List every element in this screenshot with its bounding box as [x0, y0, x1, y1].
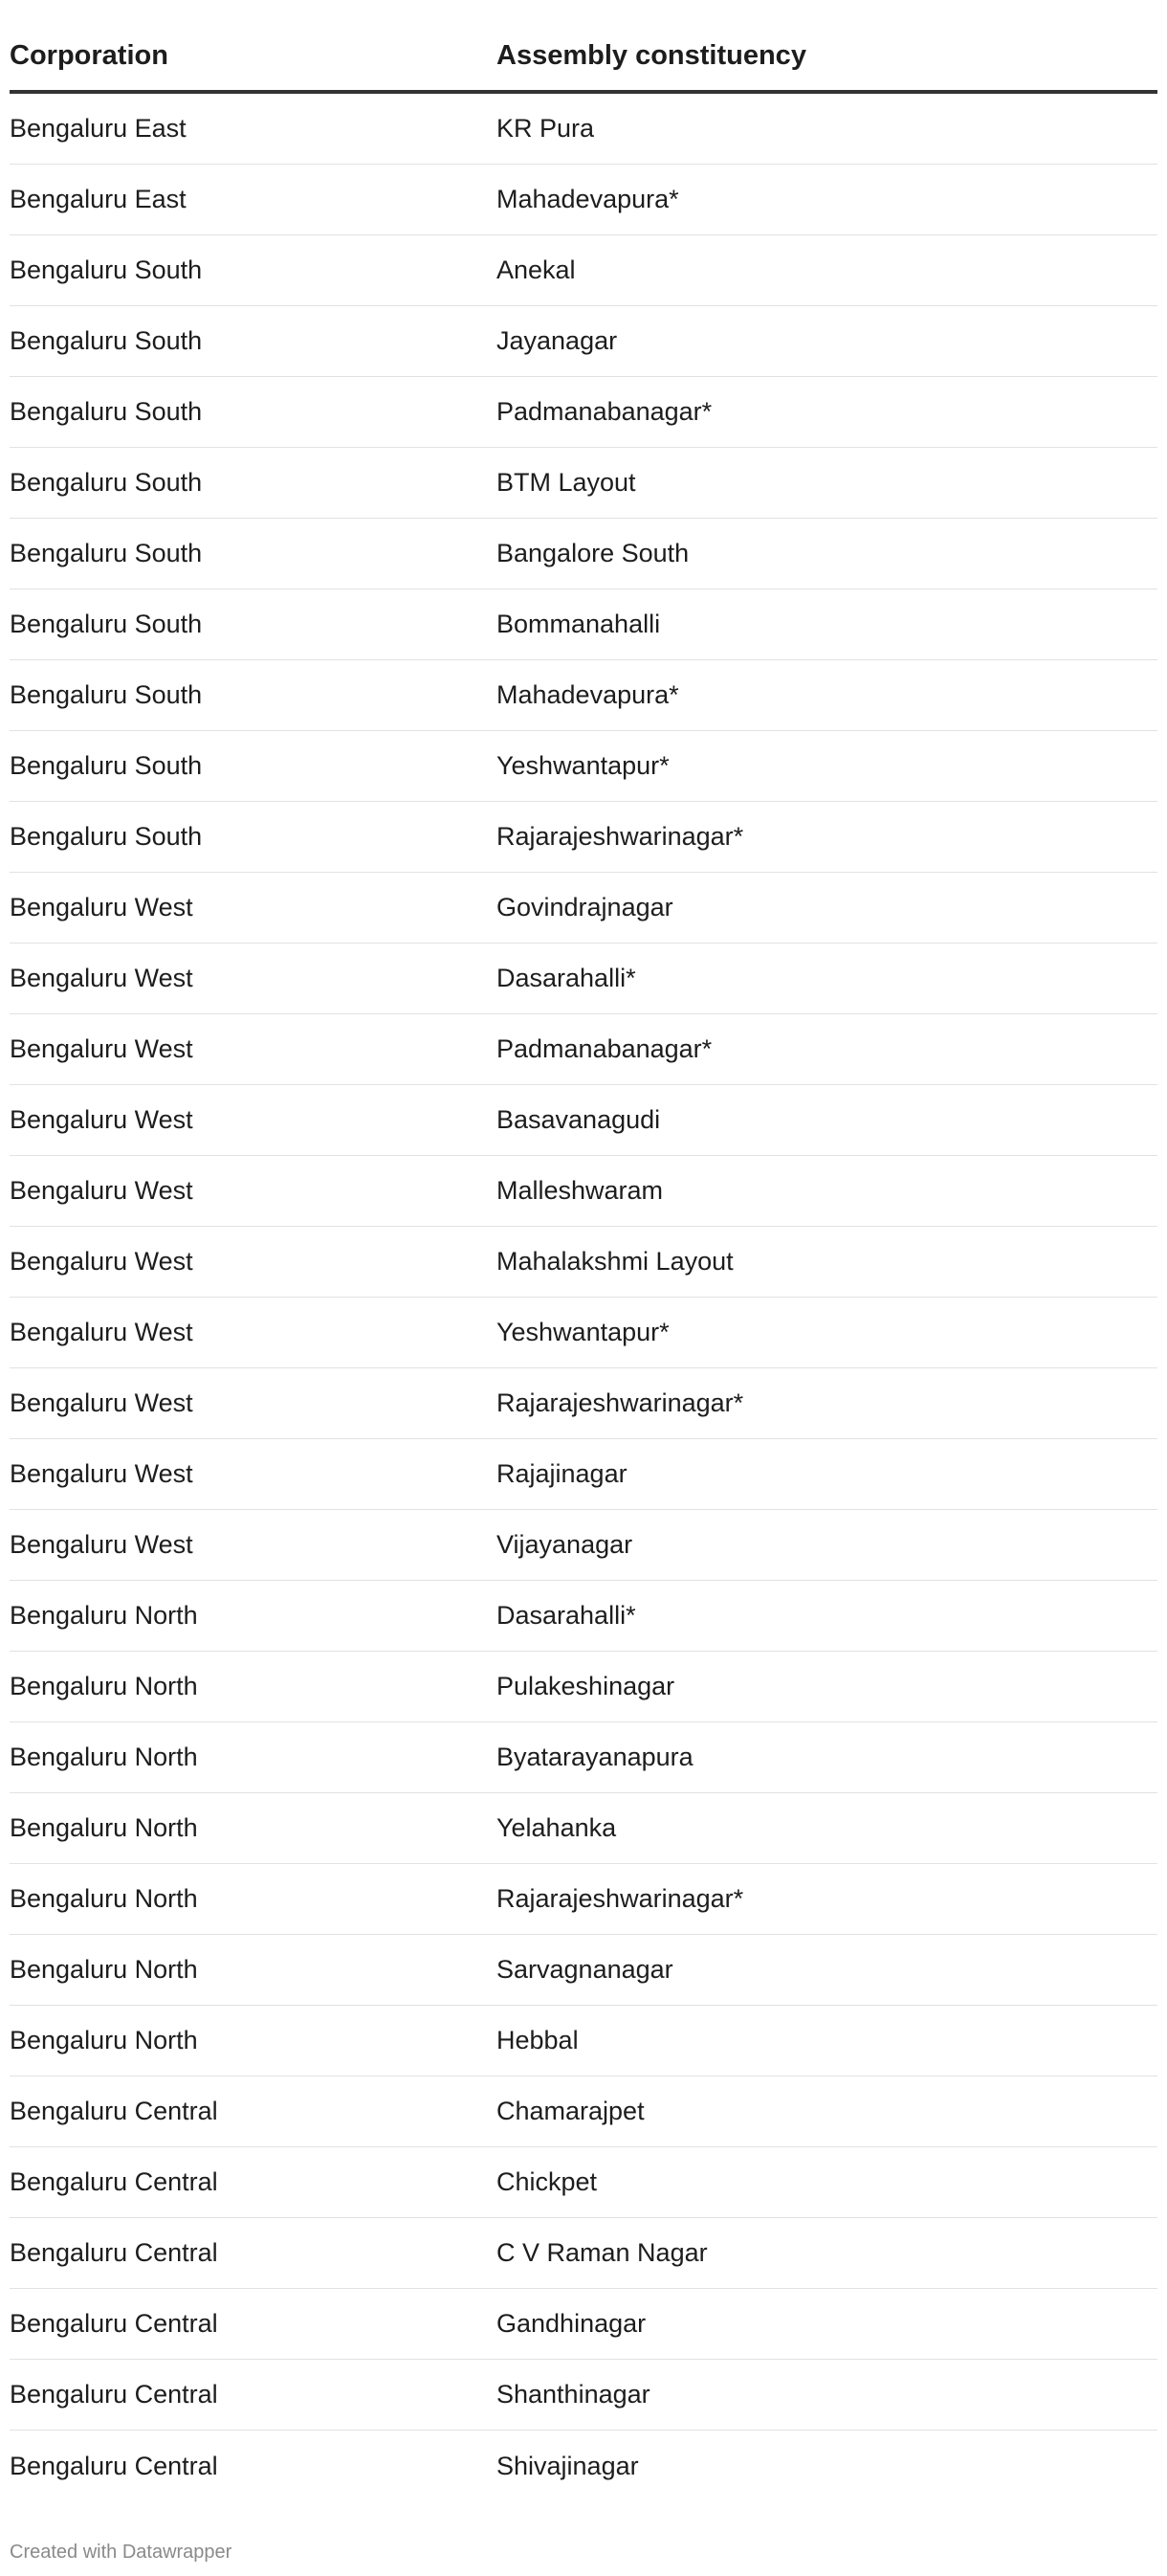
table-row — [10, 1156, 1157, 1227]
column-header-corporation[interactable]: Corporation — [10, 40, 168, 71]
constituency-cell: Anekal — [496, 255, 576, 284]
table-row — [10, 1722, 1157, 1793]
table-row — [10, 2218, 1157, 2289]
table-row — [10, 944, 1157, 1014]
corporation-cell: Bengaluru West — [10, 1105, 193, 1134]
table-body — [10, 94, 1157, 2501]
constituency-cell: Chamarajpet — [496, 2097, 645, 2125]
corporation-cell: Bengaluru Central — [10, 2380, 218, 2409]
corporation-cell: Bengaluru North — [10, 2026, 198, 2054]
constituency-cell: Mahadevapura* — [496, 185, 679, 213]
table-row — [10, 235, 1157, 306]
corporation-cell: Bengaluru Central — [10, 2238, 218, 2267]
constituency-cell: Rajajinagar — [496, 1459, 628, 1488]
table-row — [10, 802, 1157, 873]
corporation-cell: Bengaluru North — [10, 1743, 198, 1771]
corporation-cell: Bengaluru West — [10, 1247, 193, 1276]
constituency-cell: Mahalakshmi Layout — [496, 1247, 734, 1276]
table-row — [10, 1085, 1157, 1156]
constituency-cell: Basavanagudi — [496, 1105, 661, 1134]
constituency-cell: Dasarahalli* — [496, 1601, 636, 1630]
corporation-cell: Bengaluru Central — [10, 2451, 218, 2480]
constituency-cell: Jayanagar — [496, 326, 618, 355]
constituency-cell: Hebbal — [496, 2026, 579, 2054]
constituency-cell: Govindrajnagar — [496, 893, 673, 922]
corporation-cell: Bengaluru South — [10, 539, 203, 567]
data-table — [10, 0, 1157, 2501]
table-row — [10, 94, 1157, 165]
constituency-cell: Bangalore South — [496, 539, 690, 567]
table-row — [10, 519, 1157, 589]
constituency-cell: Bommanahalli — [496, 610, 661, 638]
corporation-cell: Bengaluru South — [10, 822, 203, 851]
corporation-cell: Bengaluru North — [10, 1672, 198, 1700]
constituency-cell: BTM Layout — [496, 468, 636, 497]
corporation-cell: Bengaluru South — [10, 468, 203, 497]
corporation-cell: Bengaluru North — [10, 1601, 198, 1630]
corporation-cell: Bengaluru Central — [10, 2309, 218, 2338]
table-header-row — [10, 0, 1157, 94]
corporation-cell: Bengaluru West — [10, 1318, 193, 1346]
corporation-cell: Bengaluru South — [10, 680, 203, 709]
corporation-cell: Bengaluru Central — [10, 2097, 218, 2125]
constituency-cell: Gandhinagar — [496, 2309, 647, 2338]
constituency-cell: Yelahanka — [496, 1813, 617, 1842]
table-row — [10, 1793, 1157, 1864]
corporation-cell: Bengaluru West — [10, 1034, 193, 1063]
corporation-cell: Bengaluru North — [10, 1884, 198, 1913]
table-row — [10, 306, 1157, 377]
corporation-cell: Bengaluru South — [10, 397, 203, 426]
corporation-cell: Bengaluru West — [10, 1176, 193, 1205]
table-row — [10, 165, 1157, 235]
table-row — [10, 1935, 1157, 2006]
table-row — [10, 377, 1157, 448]
corporation-cell: Bengaluru East — [10, 185, 187, 213]
corporation-cell: Bengaluru West — [10, 964, 193, 992]
constituency-cell: Rajarajeshwarinagar* — [496, 1388, 744, 1417]
corporation-cell: Bengaluru West — [10, 1530, 193, 1559]
table-row — [10, 1368, 1157, 1439]
table-row — [10, 731, 1157, 802]
constituency-cell: Yeshwantapur* — [496, 751, 670, 780]
constituency-cell: Padmanabanagar* — [496, 397, 713, 426]
table-row — [10, 660, 1157, 731]
table-row — [10, 1014, 1157, 1085]
table-row — [10, 1227, 1157, 1298]
constituency-cell: Byatarayanapura — [496, 1743, 694, 1771]
table-row — [10, 873, 1157, 944]
table-row — [10, 589, 1157, 660]
corporation-cell: Bengaluru East — [10, 114, 187, 143]
corporation-cell: Bengaluru West — [10, 1459, 193, 1488]
constituency-cell: Dasarahalli* — [496, 964, 636, 992]
constituency-cell: Rajarajeshwarinagar* — [496, 1884, 744, 1913]
constituency-cell: Padmanabanagar* — [496, 1034, 713, 1063]
corporation-cell: Bengaluru South — [10, 751, 203, 780]
table-row — [10, 1439, 1157, 1510]
table-row — [10, 2006, 1157, 2076]
corporation-cell: Bengaluru Central — [10, 2167, 218, 2196]
table-row — [10, 1652, 1157, 1722]
constituency-cell: Sarvagnanagar — [496, 1955, 673, 1984]
table-row — [10, 1510, 1157, 1581]
table-row — [10, 2360, 1157, 2431]
table-row — [10, 1581, 1157, 1652]
table-row — [10, 2076, 1157, 2147]
constituency-cell: Yeshwantapur* — [496, 1318, 670, 1346]
corporation-cell: Bengaluru North — [10, 1955, 198, 1984]
corporation-cell: Bengaluru North — [10, 1813, 198, 1842]
constituency-cell: Malleshwaram — [496, 1176, 664, 1205]
constituency-cell: Vijayanagar — [496, 1530, 633, 1559]
constituency-cell: Mahadevapura* — [496, 680, 679, 709]
corporation-cell: Bengaluru South — [10, 326, 203, 355]
datawrapper-credit: Created with Datawrapper — [10, 2542, 232, 2563]
constituency-cell: KR Pura — [496, 114, 595, 143]
constituency-cell: Shanthinagar — [496, 2380, 650, 2409]
constituency-cell: Pulakeshinagar — [496, 1672, 675, 1700]
constituency-cell: Chickpet — [496, 2167, 598, 2196]
constituency-cell: Rajarajeshwarinagar* — [496, 822, 744, 851]
corporation-cell: Bengaluru South — [10, 610, 203, 638]
corporation-cell: Bengaluru West — [10, 893, 193, 922]
corporation-cell: Bengaluru West — [10, 1388, 193, 1417]
table-row — [10, 448, 1157, 519]
table-row — [10, 2431, 1157, 2501]
column-header-constituency[interactable]: Assembly constituency — [496, 40, 806, 71]
constituency-cell: Shivajinagar — [496, 2451, 639, 2480]
table-row — [10, 2289, 1157, 2360]
table-row — [10, 2147, 1157, 2218]
constituency-cell: C V Raman Nagar — [496, 2238, 708, 2267]
table-row — [10, 1298, 1157, 1368]
table-row — [10, 1864, 1157, 1935]
corporation-cell: Bengaluru South — [10, 255, 203, 284]
